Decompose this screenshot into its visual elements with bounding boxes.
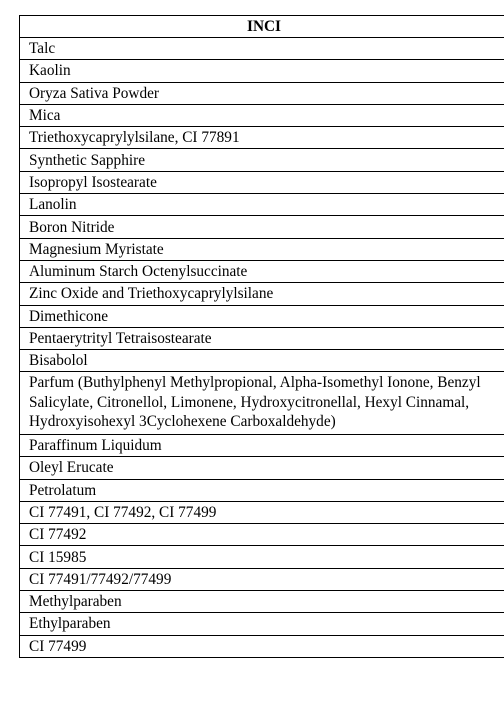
- ingredient-cell: Lanolin: [20, 194, 504, 216]
- table-row: [20, 82, 504, 104]
- table-header-row: [20, 16, 504, 38]
- table-row: [20, 38, 504, 60]
- ingredient-cell: Zinc Oxide and Triethoxycaprylylsilane: [20, 283, 504, 305]
- table-row: [20, 524, 504, 546]
- ingredient-cell: CI 77491, CI 77492, CI 77499: [20, 501, 504, 523]
- ingredient-cell: Dimethicone: [20, 305, 504, 327]
- table-row: [20, 501, 504, 523]
- ingredient-cell: Oryza Sativa Powder: [20, 82, 504, 104]
- ingredient-cell: CI 77499: [20, 635, 504, 657]
- ingredient-cell: CI 77492: [20, 524, 504, 546]
- ingredient-cell: Ethylparaben: [20, 613, 504, 635]
- table-row: [20, 350, 504, 372]
- ingredient-cell: Bisabolol: [20, 350, 504, 372]
- table-row: [20, 171, 504, 193]
- table-row: [20, 591, 504, 613]
- ingredient-cell: CI 77491/77492/77499: [20, 568, 504, 590]
- table-row: [20, 479, 504, 501]
- ingredient-cell: Triethoxycaprylylsilane, CI 77891: [20, 127, 504, 149]
- table-row: [20, 127, 504, 149]
- ingredient-cell: Oleyl Erucate: [20, 457, 504, 479]
- table-row: [20, 238, 504, 260]
- table-row: [20, 149, 504, 171]
- ingredient-cell: Magnesium Myristate: [20, 238, 504, 260]
- ingredient-cell: Synthetic Sapphire: [20, 149, 504, 171]
- ingredient-cell: Talc: [20, 38, 504, 60]
- ingredient-cell: Paraffinum Liquidum: [20, 434, 504, 456]
- table-row: [20, 372, 504, 435]
- ingredient-cell: Aluminum Starch Octenylsuccinate: [20, 260, 504, 282]
- ingredient-cell-parfum: Parfum (Buthylphenyl Methylpropional, Alpha-Isomethyl Ionone, Benzyl Salicylate, Citronellol, Limonene, Hydroxycitronellal, Hexyl Cinnamal, Hydroxyisohexyl 3Cyclohexene Carboxaldehyde): [20, 372, 504, 435]
- table-row: [20, 635, 504, 657]
- table-row: [20, 216, 504, 238]
- ingredient-cell: Kaolin: [20, 60, 504, 82]
- ingredient-cell: Pentaerytrityl Tetraisostearate: [20, 327, 504, 349]
- table-row: [20, 546, 504, 568]
- table-row: [20, 327, 504, 349]
- inci-table: [19, 15, 504, 658]
- table-row: [20, 104, 504, 126]
- ingredient-cell: Mica: [20, 104, 504, 126]
- table-row: [20, 457, 504, 479]
- ingredient-cell: Boron Nitride: [20, 216, 504, 238]
- table-row: [20, 60, 504, 82]
- table-row: [20, 613, 504, 635]
- table-row: [20, 568, 504, 590]
- ingredient-cell: Methylparaben: [20, 591, 504, 613]
- table-row: [20, 194, 504, 216]
- ingredient-cell: CI 15985: [20, 546, 504, 568]
- table-row: [20, 260, 504, 282]
- column-header-inci: INCI: [20, 16, 504, 38]
- ingredient-cell: Petrolatum: [20, 479, 504, 501]
- table-row: [20, 283, 504, 305]
- table-row: [20, 305, 504, 327]
- ingredient-cell: Isopropyl Isostearate: [20, 171, 504, 193]
- table-row: [20, 434, 504, 456]
